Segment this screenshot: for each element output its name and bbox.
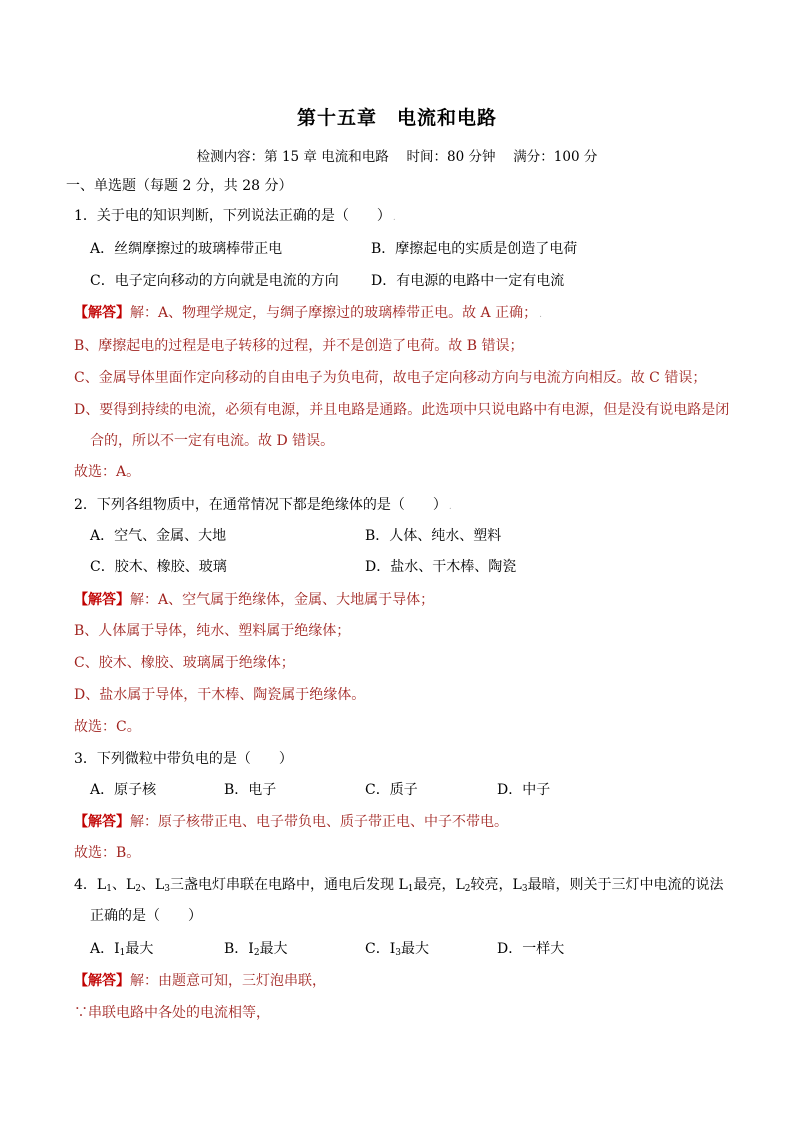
answer-tag: 【解答】 xyxy=(74,305,130,321)
question-1-explanation-b: B、摩擦起电的过程是电子转移的过程，并不是创造了电荷。故 B 错误； xyxy=(74,338,524,354)
question-2-explanation-c: C、胶木、橡胶、玻璃属于绝缘体； xyxy=(74,655,295,671)
question-1-explanation-d-cont: 合的，所以不一定有电流。故 D 错误。 xyxy=(90,433,335,449)
question-2-stem: 2．下列各组物质中，在通常情况下都是绝缘体的是（ ） . xyxy=(74,497,452,513)
question-4-option-d: D．一样大 xyxy=(497,941,565,957)
question-3-option-d: D．中子 xyxy=(497,782,551,798)
answer-tag: 【解答】 xyxy=(74,592,130,608)
question-3-option-c: C．质子 xyxy=(365,782,418,798)
question-1-option-a: A．丝绸摩擦过的玻璃棒带正电 xyxy=(90,241,283,257)
question-1-explanation-d: D、要得到持续的电流，必须有电源，并且电路是通路。此选项中只说电路中有电源，但是没有说电路是闭 xyxy=(74,402,730,418)
question-2-explanation-d: D、盐水属于导体，干木棒、陶瓷属于绝缘体。 xyxy=(74,687,366,703)
question-4-stem-cont: 正确的是（ ） xyxy=(90,908,202,924)
question-1-explanation-c: C、金属导体里面作定向移动的自由电子为负电荷，故电子定向移动方向与电流方向相反。故 C 错误； xyxy=(74,370,707,386)
question-2-choice: 故选：C。 xyxy=(74,719,141,735)
question-1-answer: 【解答】解：A、物理学规定，与绸子摩擦过的玻璃棒带正电。故 A 正确； . xyxy=(74,305,542,321)
question-4-reason: ∵串联电路中各处的电流相等， xyxy=(74,1005,270,1021)
question-2-explanation-b: B、人体属于导体，纯水、塑料属于绝缘体； xyxy=(74,623,351,639)
question-4-stem: 4．$L_1$、$L_2$、$L_3$三盏电灯串联在电路中，通电后发现 $L_1$最亮，$L_2$较亮，$L_3$最暗，则关于三灯中电流的说法 xyxy=(74,877,724,894)
question-1-option-c: C．电子定向移动的方向就是电流的方向 xyxy=(90,273,339,289)
question-3-stem: 3．下列微粒中带负电的是（ ） xyxy=(74,751,293,767)
question-4-answer: 【解答】解：由题意可知，三灯泡串联， xyxy=(74,973,326,989)
question-2-option-c: C．胶木、橡胶、玻璃 xyxy=(90,559,227,575)
question-1-stem: 1．关于电的知识判断，下列说法正确的是（ ） . xyxy=(74,208,396,224)
question-3-option-a: A．原子核 xyxy=(90,782,157,798)
question-1-option-d: D．有电源的电路中一定有电流 xyxy=(371,273,565,289)
question-3-choice: 故选：B。 xyxy=(74,845,141,861)
question-2-option-d: D．盐水、干木棒、陶瓷 xyxy=(365,559,517,575)
question-3-option-b: B．电子 xyxy=(224,782,277,798)
answer-tag: 【解答】 xyxy=(74,973,130,989)
question-3-answer: 【解答】解：原子核带正电、电子带负电、质子带正电、中子不带电。 xyxy=(74,814,508,830)
question-1-option-b: B．摩擦起电的实质是创造了电荷 xyxy=(371,241,578,257)
question-1-choice: 故选：A。 xyxy=(74,464,141,480)
question-2-answer: 【解答】解：A、空气属于绝缘体，金属、大地属于导体； xyxy=(74,592,435,608)
question-4-option-b: B．$I_2$最大 xyxy=(224,941,288,958)
question-2-option-b: B．人体、纯水、塑料 xyxy=(365,528,502,544)
page-title: 第十五章 电流和电路 xyxy=(296,107,497,129)
question-4-option-a: A．$I_1$最大 xyxy=(90,941,154,958)
answer-tag: 【解答】 xyxy=(74,814,130,830)
question-4-option-c: C．$I_3$最大 xyxy=(365,941,429,958)
question-2-option-a: A．空气、金属、大地 xyxy=(90,528,227,544)
section-heading: 一、单选题（每题 2 分，共 28 分） xyxy=(66,178,293,194)
exam-info: 检测内容：第 15 章 电流和电路 时间：80 分钟 满分：100 分 xyxy=(196,149,598,165)
